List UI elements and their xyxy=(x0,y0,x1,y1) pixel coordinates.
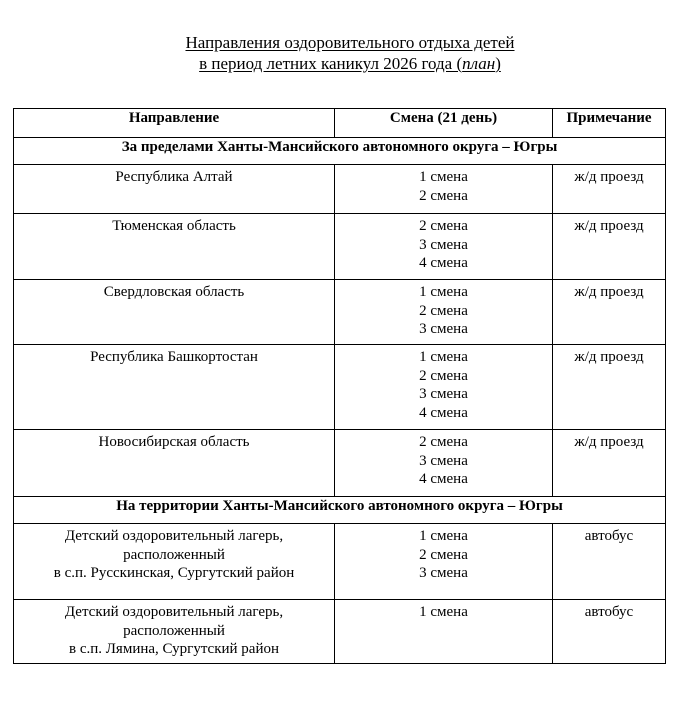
shift-item: 3 смена xyxy=(419,321,468,337)
title-plan-word: план xyxy=(462,54,496,73)
shift-item: 1 смена xyxy=(419,169,468,185)
direction-line: в с.п. Русскинская, Сургутский район xyxy=(53,565,295,581)
shift-item: 3 смена xyxy=(419,565,468,581)
document-title xyxy=(0,32,700,74)
directions-table xyxy=(13,108,666,664)
shifts-cell xyxy=(335,430,553,497)
direction-line: Детский оздоровительный лагерь, xyxy=(64,528,284,544)
table-row xyxy=(14,214,666,280)
title-line-2-prefix: в период летних каникул 2026 года ( xyxy=(199,54,463,73)
shift-item: 2 смена xyxy=(419,546,468,563)
note-cell: ж/д проезд xyxy=(553,165,666,214)
header-note: Примечание xyxy=(553,109,666,138)
note-cell: ж/д проезд xyxy=(553,280,666,345)
direction-cell: Свердловская область xyxy=(14,280,335,345)
shifts-cell xyxy=(335,214,553,280)
note-cell: автобус xyxy=(553,524,666,600)
shift-item: 2 смена xyxy=(419,187,468,204)
shift-item: 2 смена xyxy=(419,367,468,384)
shift-item: 1 смена xyxy=(419,528,468,544)
note-cell: ж/д проезд xyxy=(553,345,666,430)
shifts-cell xyxy=(335,345,553,430)
shift-item: 2 смена xyxy=(419,302,468,319)
direction-cell: Республика Башкортостан xyxy=(14,345,335,430)
direction-line: Детский оздоровительный лагерь, xyxy=(64,604,284,620)
shifts-cell xyxy=(335,524,553,600)
section-title: На территории Ханты-Мансийского автономного округа – Югры xyxy=(14,497,666,524)
section-row-inside-ugra xyxy=(14,497,666,524)
shift-item: 3 смена xyxy=(419,236,468,253)
note-cell: автобус xyxy=(553,600,666,664)
shift-item: 2 смена xyxy=(419,218,468,234)
section-title: За пределами Ханты-Мансийского автономного округа – Югры xyxy=(14,138,666,165)
shift-item: 1 смена xyxy=(419,349,468,365)
direction-line: расположенный xyxy=(123,622,225,639)
shift-item: 4 смена xyxy=(419,404,468,421)
title-line-2 xyxy=(199,53,501,74)
shifts-cell xyxy=(335,165,553,214)
shifts-cell xyxy=(335,280,553,345)
table-row xyxy=(14,600,666,664)
table-row xyxy=(14,280,666,345)
note-cell: ж/д проезд xyxy=(553,214,666,280)
note-cell: ж/д проезд xyxy=(553,430,666,497)
direction-cell xyxy=(14,600,335,664)
shifts-cell xyxy=(335,600,553,664)
section-row-outside-ugra xyxy=(14,138,666,165)
shift-item: 4 смена xyxy=(419,255,468,271)
title-line-2-suffix: ) xyxy=(495,54,501,73)
direction-cell: Республика Алтай xyxy=(14,165,335,214)
shift-item: 3 смена xyxy=(419,386,468,402)
table-row xyxy=(14,165,666,214)
table-row xyxy=(14,430,666,497)
shift-item: 1 смена xyxy=(419,604,468,620)
header-shift: Смена (21 день) xyxy=(335,109,553,138)
shift-item: 2 смена xyxy=(419,434,468,450)
direction-line: расположенный xyxy=(123,546,225,563)
direction-cell xyxy=(14,524,335,600)
table-row xyxy=(14,524,666,600)
direction-cell: Тюменская область xyxy=(14,214,335,280)
header-direction: Направление xyxy=(14,109,335,138)
title-line-1: Направления оздоровительного отдыха детей xyxy=(185,33,515,52)
table-header-row xyxy=(14,109,666,138)
shift-item: 4 смена xyxy=(419,471,468,487)
direction-cell: Новосибирская область xyxy=(14,430,335,497)
direction-line: в с.п. Лямина, Сургутский район xyxy=(68,641,280,657)
shift-item: 1 смена xyxy=(419,284,468,300)
shift-item: 3 смена xyxy=(419,452,468,469)
table-row xyxy=(14,345,666,430)
